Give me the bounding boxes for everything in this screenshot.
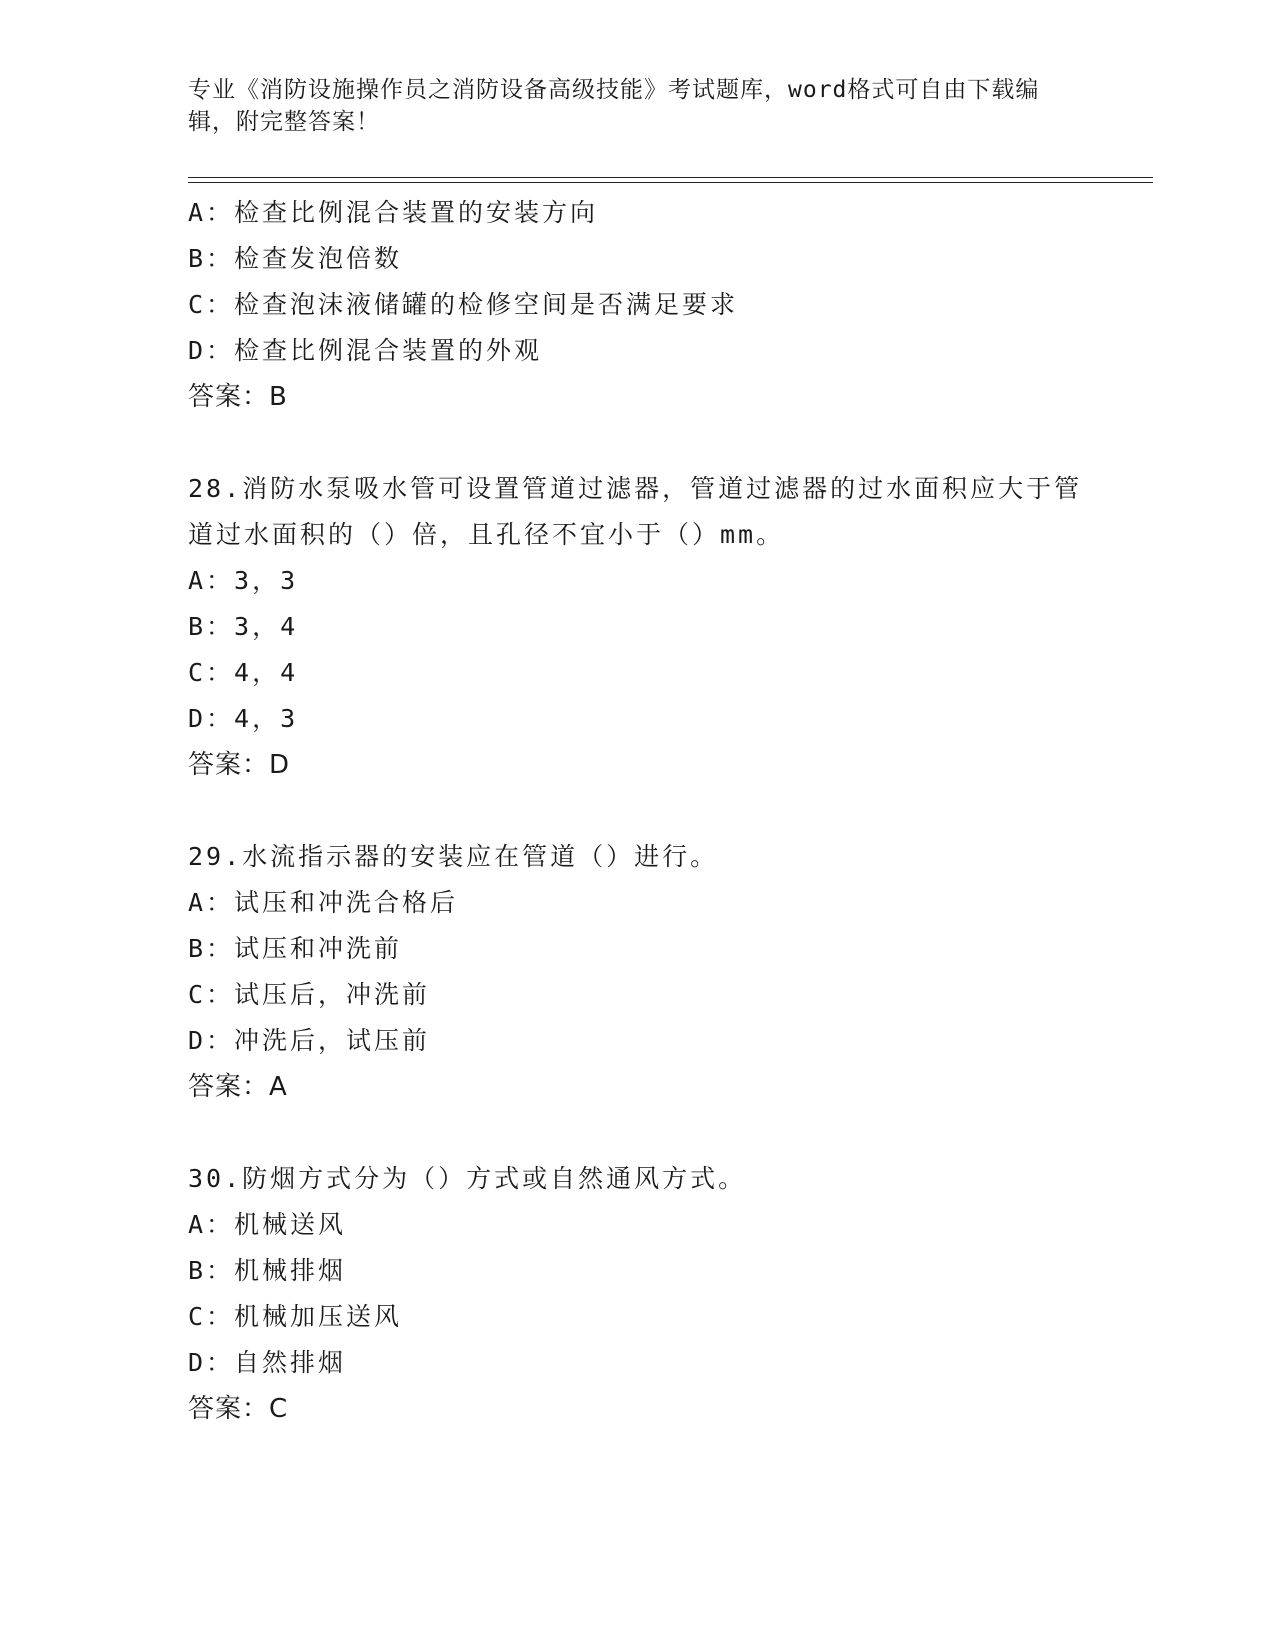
question-block-27 <box>188 190 1088 420</box>
question-block-29 <box>188 834 1088 1110</box>
question-block-28 <box>188 466 1088 788</box>
option-b: B：检查发泡倍数 <box>188 244 403 273</box>
header-divider-bottom <box>188 182 1153 183</box>
option-a: A：机械送风 <box>188 1210 347 1239</box>
header-divider-top <box>188 177 1153 178</box>
document-header: 专业《消防设施操作员之消防设备高级技能》考试题库，word格式可自由下载编辑，附完整答案！ <box>188 77 1040 135</box>
option-a: A：试压和冲洗合格后 <box>188 888 459 917</box>
option-a: A：检查比例混合装置的安装方向 <box>188 198 599 227</box>
answer-line: 答案：C <box>188 1394 289 1424</box>
option-d: D：4，3 <box>188 704 299 733</box>
option-c: C：4，4 <box>188 658 299 687</box>
option-b: B：3，4 <box>188 612 299 641</box>
question-text: 30.防烟方式分为（）方式或自然通风方式。 <box>188 1164 747 1193</box>
answer-line: 答案：A <box>188 1072 288 1102</box>
option-d: D：自然排烟 <box>188 1348 347 1377</box>
option-b: B：试压和冲洗前 <box>188 934 403 963</box>
option-d: D：冲洗后，试压前 <box>188 1026 431 1055</box>
question-text: 28.消防水泵吸水管可设置管道过滤器，管道过滤器的过水面积应大于管道过水面积的（）倍，且孔径不宜小于（）mm。 <box>188 474 1083 549</box>
answer-line: 答案：B <box>188 382 288 412</box>
option-c: C：试压后，冲洗前 <box>188 980 431 1009</box>
option-d: D：检查比例混合装置的外观 <box>188 336 543 365</box>
option-a: A：3，3 <box>188 566 299 595</box>
question-list <box>188 190 1088 1478</box>
question-block-30 <box>188 1156 1088 1432</box>
question-text: 29.水流指示器的安装应在管道（）进行。 <box>188 842 719 871</box>
answer-line: 答案：D <box>188 750 291 780</box>
option-c: C：检查泡沫液储罐的检修空间是否满足要求 <box>188 290 739 319</box>
option-b: B：机械排烟 <box>188 1256 347 1285</box>
option-c: C：机械加压送风 <box>188 1302 403 1331</box>
